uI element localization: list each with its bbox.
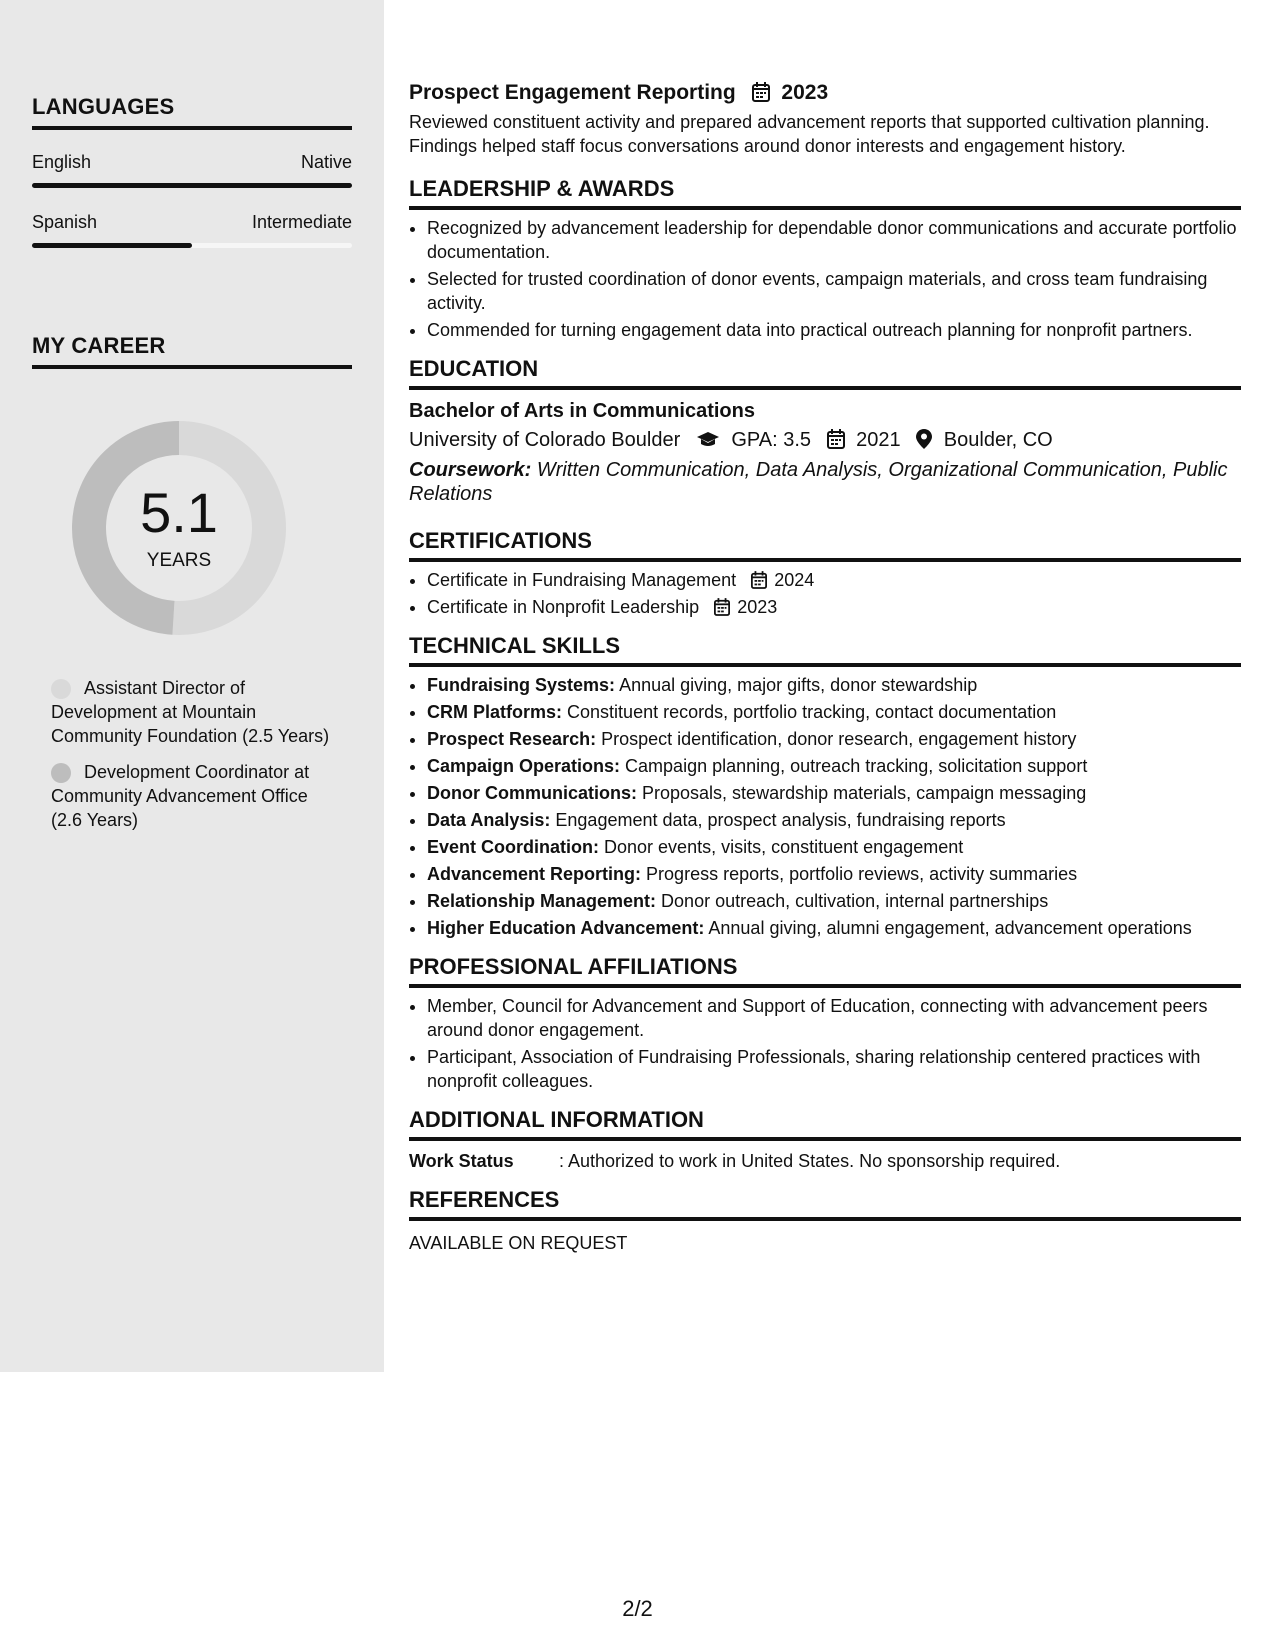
education-location: Boulder, CO — [943, 429, 1053, 451]
skill-details: Proposals, stewardship materials, campaign messaging — [642, 783, 1087, 803]
career-total-unit: YEARS — [146, 550, 212, 571]
skills-section — [409, 633, 1241, 940]
education-coursework — [409, 458, 1241, 506]
languages-section — [32, 94, 352, 248]
leadership-item: • Selected for trusted coordination of donor events, campaign materials, and cross team fundraising activity. — [427, 267, 1241, 315]
languages-heading: LANGUAGES — [32, 94, 352, 130]
skill-details: Annual giving, alumni engagement, advancement operations — [708, 918, 1192, 938]
project-description: Reviewed constituent activity and prepared advancement reports that supported cultivation planning. Findings helped staff focus conversations around donor interests and engagement history. — [409, 112, 1210, 156]
language-proficiency-bar — [32, 183, 352, 188]
page-number: 2/2 — [622, 1596, 653, 1621]
skill-category: Relationship Management: — [427, 891, 657, 911]
coursework-list: Written Communication, Data Analysis, Organizational Communication, Public Relations — [409, 459, 1228, 505]
leadership-item: • Commended for turning engagement data into practical outreach planning for nonprofit partners. — [427, 318, 1241, 342]
affiliation-item: • Member, Council for Advancement and Support of Education, connecting with advancement peers around donor engagement. — [427, 994, 1241, 1042]
skill-details: Engagement data, prospect analysis, fundraising reports — [555, 810, 1006, 830]
leadership-heading: LEADERSHIP & AWARDS — [409, 176, 1241, 210]
skill-category: Donor Communications: — [427, 783, 637, 803]
education-year: 2021 — [856, 429, 901, 451]
project-entry — [409, 80, 1241, 158]
references-heading: REFERENCES — [409, 1187, 1241, 1221]
references-text: AVAILABLE ON REQUEST — [409, 1233, 628, 1253]
certification-year: 2024 — [774, 570, 815, 590]
language-item — [32, 212, 352, 248]
skill-details: Donor events, visits, constituent engagement — [604, 837, 964, 857]
skill-item — [427, 916, 1241, 940]
work-status-label: Work Status — [409, 1151, 514, 1171]
career-heading: MY CAREER — [32, 333, 352, 369]
certification-item — [427, 568, 1241, 592]
language-item — [32, 152, 352, 188]
additional-info-heading: ADDITIONAL INFORMATION — [409, 1107, 1241, 1141]
career-item-label: Development Coordinator at Community Advancement Office (2.6 Years) — [51, 762, 310, 830]
calendar-icon — [827, 429, 845, 449]
location-pin-icon — [916, 429, 932, 449]
skill-category: Data Analysis: — [427, 810, 551, 830]
career-item — [51, 676, 331, 748]
graduation-cap-icon — [696, 431, 720, 449]
certification-item — [427, 595, 1241, 619]
project-title: Prospect Engagement Reporting — [409, 81, 736, 104]
affiliations-section — [409, 954, 1241, 1093]
certification-name: Certificate in Nonprofit Leadership — [427, 597, 700, 617]
calendar-icon — [751, 571, 767, 589]
certifications-section — [409, 528, 1241, 619]
career-legend-dot — [51, 679, 71, 699]
sidebar — [0, 0, 384, 1372]
skill-item — [427, 781, 1241, 805]
certification-year: 2023 — [737, 597, 778, 617]
skill-item — [427, 862, 1241, 886]
leadership-item: • Recognized by advancement leadership for dependable donor communications and accurate portfolio documentation. — [427, 216, 1241, 264]
skill-item — [427, 889, 1241, 913]
skill-category: Advancement Reporting: — [427, 864, 642, 884]
main-content — [409, 80, 1241, 1255]
leadership-section — [409, 176, 1241, 342]
language-proficiency-fill — [32, 243, 192, 248]
certification-name: Certificate in Fundraising Management — [427, 570, 737, 590]
skill-item — [427, 808, 1241, 832]
skills-heading: TECHNICAL SKILLS — [409, 633, 1241, 667]
skill-details: Campaign planning, outreach tracking, solicitation support — [625, 756, 1088, 776]
skill-category: Higher Education Advancement: — [427, 918, 705, 938]
language-name: Spanish — [32, 212, 98, 232]
calendar-icon — [714, 598, 730, 616]
references-section — [409, 1187, 1241, 1255]
language-name: English — [32, 152, 92, 172]
calendar-icon — [752, 82, 770, 102]
language-level: Native — [300, 152, 352, 172]
language-level: Intermediate — [251, 212, 352, 232]
skill-item — [427, 754, 1241, 778]
language-proficiency-bar — [32, 243, 352, 248]
skill-item — [427, 673, 1241, 697]
career-total-value: 5.1 — [140, 481, 218, 544]
skill-item — [427, 727, 1241, 751]
education-section — [409, 356, 1241, 506]
affiliation-item: • Participant, Association of Fundraising Professionals, sharing relationship centered practices with nonprofit colleagues. — [427, 1045, 1241, 1093]
skill-details: Donor outreach, cultivation, internal partnerships — [661, 891, 1049, 911]
career-item — [51, 760, 331, 832]
affiliations-heading: PROFESSIONAL AFFILIATIONS — [409, 954, 1241, 988]
education-details — [409, 426, 1241, 454]
education-heading: EDUCATION — [409, 356, 1241, 390]
career-donut-chart — [66, 415, 292, 641]
skill-category: Fundraising Systems: — [427, 675, 616, 695]
work-status-value: : Authorized to work in United States. No sponsorship required. — [559, 1151, 1061, 1171]
additional-info-section — [409, 1107, 1241, 1173]
skill-category: CRM Platforms: — [427, 702, 563, 722]
career-section — [32, 333, 352, 369]
skill-details: Constituent records, portfolio tracking, contact documentation — [567, 702, 1057, 722]
skill-details: Prospect identification, donor research, engagement history — [601, 729, 1077, 749]
skill-details: Annual giving, major gifts, donor stewardship — [619, 675, 978, 695]
career-item-label: Assistant Director of Development at Mountain Community Foundation (2.5 Years) — [51, 678, 330, 746]
education-gpa: GPA: 3.5 — [731, 429, 812, 451]
education-degree: Bachelor of Arts in Communications — [409, 400, 755, 422]
work-status-row — [409, 1149, 1241, 1173]
skill-item — [427, 835, 1241, 859]
skill-category: Event Coordination: — [427, 837, 599, 857]
skill-details: Progress reports, portfolio reviews, activity summaries — [646, 864, 1078, 884]
skill-item — [427, 700, 1241, 724]
career-legend-dot — [51, 763, 71, 783]
skills-list — [409, 673, 1241, 940]
language-proficiency-fill — [32, 183, 352, 188]
project-year: 2023 — [781, 81, 829, 104]
career-legend — [51, 676, 331, 844]
skill-category: Prospect Research: — [427, 729, 597, 749]
certifications-heading: CERTIFICATIONS — [409, 528, 1241, 562]
coursework-label: Coursework: — [409, 459, 532, 481]
education-school: University of Colorado Boulder — [409, 429, 681, 451]
skill-category: Campaign Operations: — [427, 756, 621, 776]
